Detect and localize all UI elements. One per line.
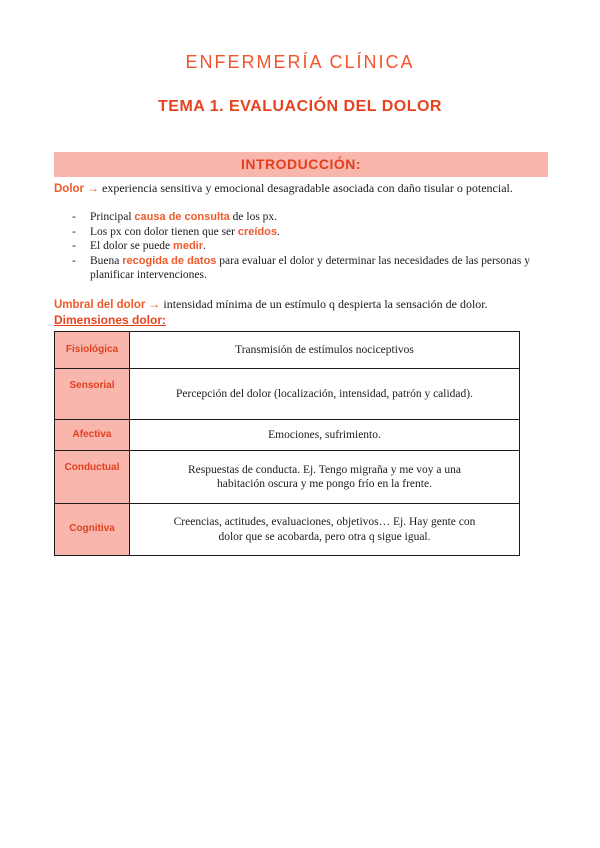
highlight: causa de consulta [134, 211, 230, 223]
arrow-right-icon: → [87, 181, 100, 195]
dimension-label: Cognitiva [55, 504, 130, 556]
table-row [55, 504, 520, 556]
course-title: ENFERMERÍA CLÍNICA [185, 52, 415, 72]
dimension-label: Conductual [55, 451, 130, 504]
list-item: - El dolor se puede medir. [72, 240, 206, 252]
arrow-right-icon: → [148, 297, 161, 311]
dimension-description: Percepción del dolor (localización, intensidad, patrón y calidad). [130, 369, 520, 420]
highlight: medir [173, 240, 204, 252]
list-item: - Buena recogida de datos para evaluar el dolor y determinar las necesidades de las personas y planificar intervenciones. [72, 254, 530, 281]
dimension-description: Creencias, actitudes, evaluaciones, objetivos… Ej. Hay gente con dolor que se acobarda, pero otra q sigue igual. [130, 504, 520, 556]
bullet-dash: - [72, 225, 76, 238]
table-row [55, 451, 520, 504]
bullet-dash: - [72, 254, 76, 267]
dimension-description: Respuestas de conducta. Ej. Tengo migraña y me voy a una habitación oscura y me pongo frío en la frente. [130, 451, 520, 504]
key-points-list [72, 210, 532, 283]
definition-term: Dolor [54, 183, 85, 195]
list-item: - Principal causa de consulta de los px. [72, 211, 278, 223]
dimensions-heading: Dimensiones dolor: [54, 313, 167, 327]
dimension-label: Afectiva [55, 420, 130, 451]
table-row [55, 420, 520, 451]
list-item: - Los px con dolor tienen que ser creídos. [72, 225, 280, 238]
dimensions-table [54, 331, 520, 556]
dimension-description: Emociones, sufrimiento. [130, 420, 520, 451]
definition-text: experiencia sensitiva y emocional desagradable asociada con daño tisular o potencial. [99, 181, 513, 195]
highlight: recogida de datos [122, 254, 217, 267]
pain-definition [54, 181, 554, 197]
threshold-term: Umbral del dolor [54, 299, 146, 311]
dimension-label: Fisiológica [55, 332, 130, 369]
topic-title: TEMA 1. EVALUACIÓN DEL DOLOR [158, 98, 442, 115]
table-row [55, 332, 520, 369]
bullet-dash: - [72, 240, 76, 252]
threshold-text: intensidad mínima de un estímulo q despierta la sensación de dolor. [160, 297, 488, 311]
table-row [55, 369, 520, 420]
dimension-label: Sensorial [55, 369, 130, 420]
section-heading-introduccion: INTRODUCCIÓN: [54, 152, 548, 177]
highlight: creídos [237, 225, 278, 238]
bullet-dash: - [72, 211, 76, 223]
threshold-definition [54, 297, 554, 313]
dimension-description: Transmisión de estímulos nociceptivos [130, 332, 520, 369]
